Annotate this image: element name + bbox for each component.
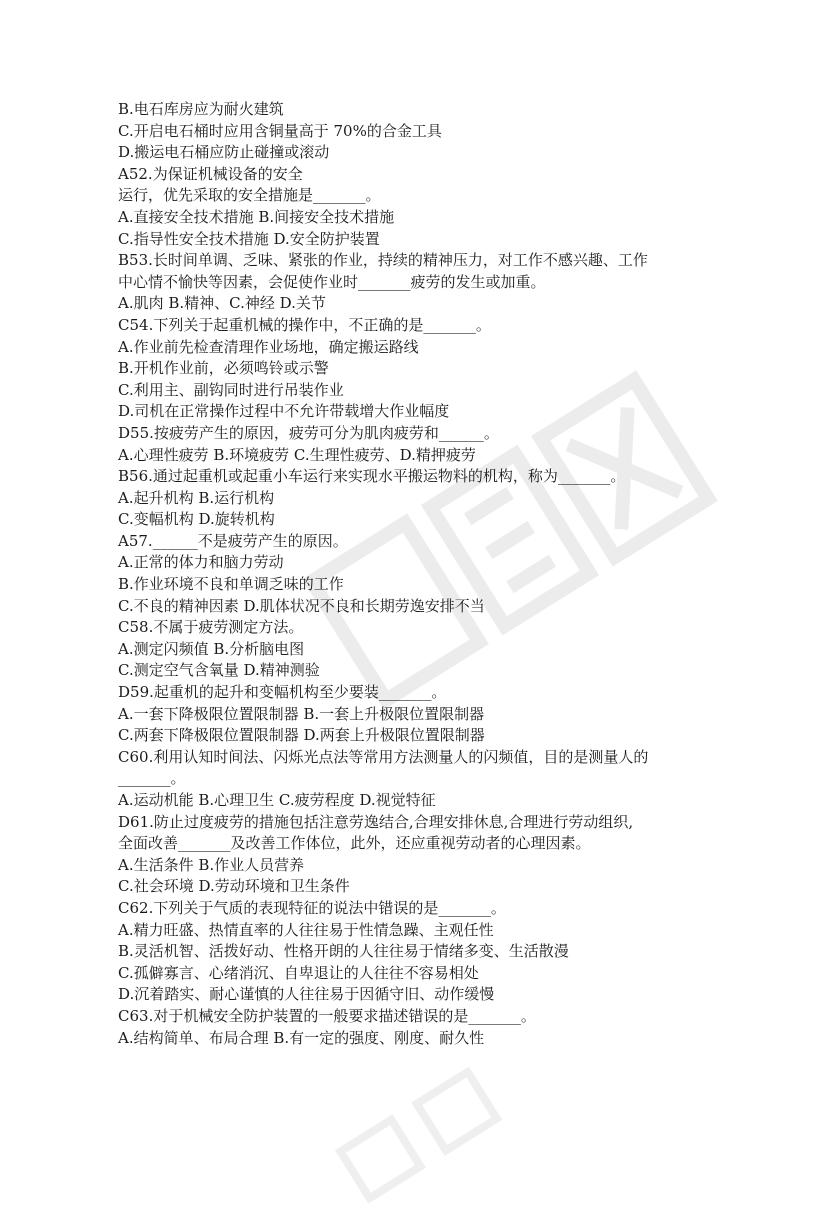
watermark-fragment bbox=[321, 1034, 538, 1216]
option-line: B.开机作业前，必须鸣铃或示警 bbox=[118, 359, 329, 378]
option-line: D.沉着踏实、耐心谨慎的人往往易于因循守旧、动作缓慢 bbox=[118, 985, 495, 1004]
option-line: C.不良的精神因素 D.肌体状况不良和长期劳逸安排不当 bbox=[118, 596, 485, 615]
option-line: C.利用主、副钩同时进行吊装作业 bbox=[118, 380, 344, 399]
option-line: C.孤僻寡言、心绪消沉、自卑退让的人往往不容易相处 bbox=[118, 963, 479, 982]
option-line: B.灵活机智、活拨好动、性格开朗的人往往易于情绪多变、生活散漫 bbox=[118, 942, 569, 961]
option-line: C.测定空气含氧量 D.精神测验 bbox=[118, 661, 320, 680]
option-line: A.生活条件 B.作业人员营养 bbox=[118, 855, 305, 874]
text-line: D.搬运电石桶应防止碰撞或滚动 bbox=[118, 143, 330, 162]
option-line: A.正常的体力和脑力劳动 bbox=[118, 553, 284, 572]
question-line: C58.不属于疲劳测定方法。 bbox=[118, 618, 304, 637]
text-line: C.开启电石桶时应用含铜量高于 70%的合金工具 bbox=[118, 121, 442, 140]
option-line: A.测定闪频值 B.分析脑电图 bbox=[118, 639, 305, 658]
text-line: 全面改善_______及改善工作体位，此外，还应重视劳动者的心理因素。 bbox=[118, 834, 591, 853]
option-line: D.司机在正常操作过程中不允许带载增大作业幅度 bbox=[118, 402, 450, 421]
text-line: B.电石库房应为耐火建筑 bbox=[118, 100, 284, 118]
question-line: D61.防止过度疲劳的措施包括注意劳逸结合,合理安排休息,合理进行劳动组织, bbox=[118, 812, 634, 831]
option-line: C.两套下降极限位置限制器 D.两套上升极限位置限制器 bbox=[118, 726, 485, 745]
option-line: A.一套下降极限位置限制器 B.一套上升极限位置限制器 bbox=[118, 704, 485, 723]
option-line: A.直接安全技术措施 B.间接安全技术措施 bbox=[118, 207, 395, 226]
option-line: C.指导性安全技术措施 D.安全防护装置 bbox=[118, 229, 380, 248]
option-line: A.结构简单、布局合理 B.有一定的强度、刚度、耐久性 bbox=[118, 1028, 485, 1047]
option-line: A.运动机能 B.心理卫生 C.疲劳程度 D.视觉特征 bbox=[118, 791, 436, 809]
question-line: A57.______不是疲劳产生的原因。 bbox=[118, 531, 348, 550]
question-line: D55.按疲劳产生的原因，疲劳可分为肌肉疲劳和______。 bbox=[118, 423, 499, 442]
question-line: A52.为保证机械设备的安全 bbox=[118, 164, 303, 183]
option-line: C.社会环境 D.劳动环境和卫生条件 bbox=[118, 877, 350, 896]
option-line: B.作业环境不良和单调乏味的工作 bbox=[118, 575, 344, 594]
question-line: C62.下列关于气质的表现特征的说法中错误的是_______。 bbox=[118, 898, 506, 917]
question-line: C63.对于机械安全防护装置的一般要求描述错误的是_______。 bbox=[118, 1006, 536, 1025]
text-line: 运行，优先采取的安全措施是_______。 bbox=[118, 186, 381, 205]
option-line: C.变幅机构 D.旋转机构 bbox=[118, 510, 275, 529]
option-line: A.作业前先检查清理作业场地，确定搬运路线 bbox=[118, 337, 419, 356]
question-line: B53.长时间单调、乏味、紧张的作业，持续的精神压力，对工作不感兴趣、工作 bbox=[118, 251, 648, 270]
question-line: C60.利用认知时间法、闪烁光点法等常用方法测量人的闪频值，目的是测量人的 bbox=[118, 747, 649, 766]
question-line: C54.下列关于起重机械的操作中，不正确的是_______。 bbox=[118, 315, 491, 334]
option-line: A.精力旺盛、热情直率的人往往易于性情急躁、主观任性 bbox=[118, 920, 494, 939]
option-line: A.肌肉 B.精神、C.神经 D.关节 bbox=[118, 294, 326, 313]
question-line: D59.起重机的起升和变幅机构至少要装_______。 bbox=[118, 683, 447, 702]
question-text-block bbox=[118, 99, 718, 1049]
option-line: A.起升机构 B.运行机构 bbox=[118, 488, 275, 507]
option-line: A.心理性疲劳 B.环境疲劳 C.生理性疲劳、D.精押疲劳 bbox=[118, 445, 476, 464]
text-line: _______。 bbox=[118, 769, 186, 788]
text-line: 中心情不愉快等因素，会促使作业时_______疲劳的发生或加重。 bbox=[118, 272, 546, 291]
question-line: B56.通过起重机或起重小车运行来实现水平搬运物料的机构，称为_______。 bbox=[118, 467, 626, 486]
